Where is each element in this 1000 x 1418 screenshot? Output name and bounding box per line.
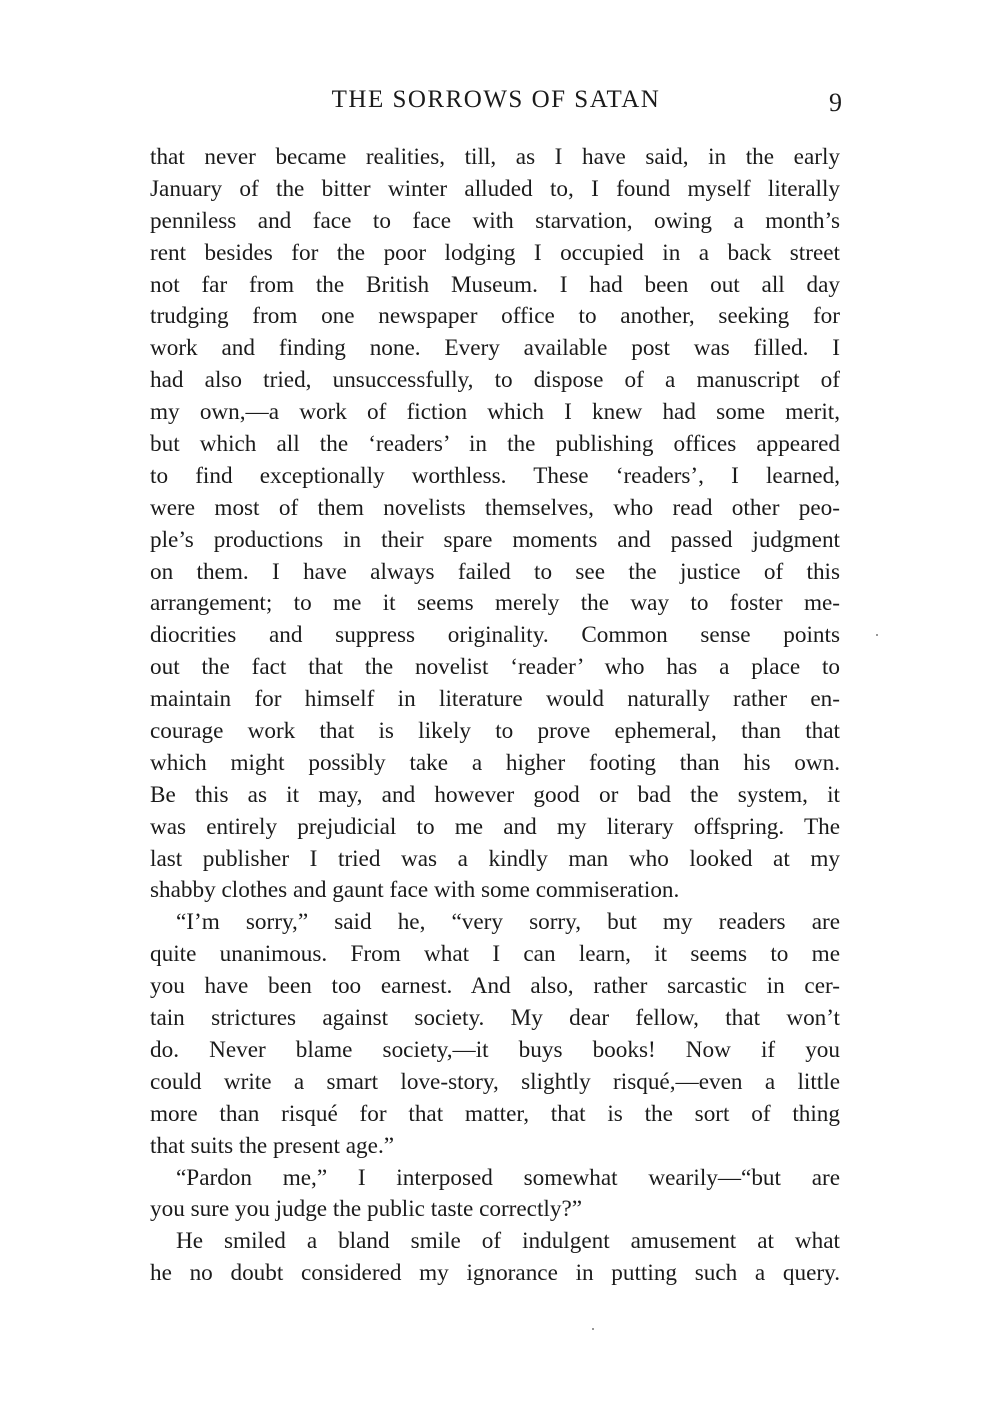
text-line: He smiled a bland smile of indulgent amusement at what [176, 1228, 840, 1255]
text-line: “Pardon me,” I interposed somewhat wearily—“but are [176, 1164, 840, 1191]
text-line: rent besides for the poor lodging I occupied in a back street [150, 239, 840, 266]
text-line: “I’m sorry,” said he, “very sorry, but my readers are [176, 909, 840, 936]
text-line: he no doubt considered my ignorance in putting such a query. [150, 1260, 840, 1287]
text-line: more than risqué for that matter, that is the sort of thing [150, 1100, 840, 1127]
text-line: had also tried, unsuccessfully, to dispose of a manuscript of [150, 367, 840, 394]
text-line: tain strictures against society. My dear fellow, that won’t [150, 1005, 840, 1032]
text-line: my own,—a work of fiction which I knew had some merit, [150, 399, 840, 426]
text-line: but which all the ‘readers’ in the publishing offices appeared [150, 431, 840, 458]
text-line: out the fact that the novelist ‘reader’ who has a place to [150, 654, 840, 681]
page-number: 9 [829, 88, 842, 117]
body-text [150, 142, 840, 1290]
text-line: diocrities and suppress originality. Common sense points [150, 622, 840, 649]
text-line: courage work that is likely to prove ephemeral, than that [150, 718, 840, 745]
text-line: that never became realities, till, as I have said, in the early [150, 144, 840, 170]
running-head [150, 86, 842, 126]
text-line: Be this as it may, and however good or bad the system, it [150, 781, 840, 808]
text-line: trudging from one newspaper office to another, seeking for [150, 303, 840, 330]
text-line: was entirely prejudicial to me and my literary offspring. The [150, 813, 840, 840]
text-line: penniless and face to face with starvation, owing a month’s [150, 207, 840, 234]
text-line: could write a smart love-story, slightly risqué,—even a little [150, 1068, 840, 1095]
text-line: do. Never blame society,—it buys books! Now if you [150, 1036, 840, 1063]
text-line: you have been too earnest. And also, rather sarcastic in cer- [150, 973, 840, 1000]
text-line: quite unanimous. From what I can learn, it seems to me [150, 941, 840, 968]
text-line: to find exceptionally worthless. These ‘readers’, I learned, [150, 462, 840, 489]
text-line: last publisher I tried was a kindly man who looked at my [150, 845, 840, 872]
text-line: you sure you judge the public taste correctly?” [150, 1196, 583, 1223]
text-line: which might possibly take a higher footing than his own. [150, 749, 840, 776]
text-line: January of the bitter winter alluded to, I found myself literally [150, 175, 840, 202]
text-line: shabby clothes and gaunt face with some commiseration. [150, 877, 680, 904]
text-line: maintain for himself in literature would naturally rather en- [150, 686, 840, 713]
text-line: not far from the British Museum. I had been out all day [150, 271, 840, 298]
text-line: were most of them novelists themselves, who read other peo- [150, 494, 840, 521]
text-line: on them. I have always failed to see the justice of this [150, 558, 840, 585]
running-title: THE SORROWS OF SATAN [331, 86, 661, 113]
text-line: work and finding none. Every available post was filled. I [150, 335, 840, 362]
text-line: that suits the present age.” [150, 1132, 395, 1159]
text-line: ple’s productions in their spare moments and passed judgment [150, 526, 840, 553]
text-line: arrangement; to me it seems merely the way to foster me- [150, 590, 840, 617]
